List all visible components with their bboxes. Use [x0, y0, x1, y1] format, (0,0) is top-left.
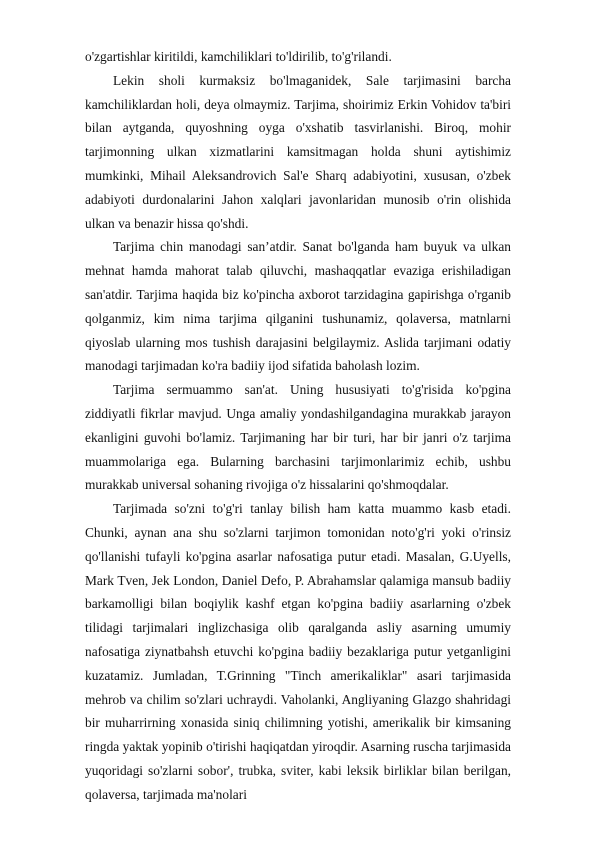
- document-page: [85, 45, 511, 807]
- paragraph-2: Lekin sholi kurmaksiz bo'lmaganidek, Sale tarjimasini barcha kamchiliklardan holi, deya olmaymiz. Tarjima, shoirimiz Erkin Vohidov ta'biri bilan aytganda, quyoshning oyga o'xshatib tasvirlanishi. Biroq, mohir tarjimonning ulkan xizmatlarini kamsitmagan holda shuni aytishimiz mumkinki, Mihail Aleksandrovich Sal'e Sharq adabiyotini, xususan, o'zbek adabiyoti durdonalarini Jahon xalqlari javonlaridan munosib o'rin olishida ulkan va benazir hissa qo'shdi.: [85, 72, 511, 231]
- paragraph-4: Tarjima sermuammo san'at. Uning hususiyati to'g'risida ko'pgina ziddiyatli fikrlar mavjud. Unga amaliy yondashilgandagina murakkab jarayon ekanligini guvohi bo'lamiz. Tarjimaning har bir turi, har bir janri o'z tarjima muammolariga ega. Bularning barchasini tarjimonlarimiz echib, ushbu murakkab universal sohaning rivojiga o'z hissalarini qo'shmoqdalar.: [85, 382, 511, 493]
- paragraph-3: Tarjima chin manodagi san’atdir. Sanat bo'lganda ham buyuk va ulkan mehnat hamda mahorat talab qiluvchi, mashaqqatlar evaziga erishiladigan san'atdir. Tarjima haqida biz ko'pincha axborot tarzidagina gapirishga o'rganib qolganmiz, kim nima tarjima qilganini tushunamiz, qolaversa, matnlarni qiyoslab ularning mos tushish darajasini belgilaymiz. Aslida tarjimani odatiy manodagi tarjimadan ko'ra badiiy ijod sifatida baholash lozim.: [85, 239, 511, 374]
- paragraph-1: o'zgartishlar kiritildi, kamchiliklari to'ldirilib, to'g'rilandi.: [85, 49, 392, 64]
- paragraph-5: Tarjimada so'zni to'g'ri tanlay bilish ham katta muammo kasb etadi. Chunki, aynan ana shu so'zlarni tarjimon tomonidan noto'g'ri yoki o'rinsiz qo'llanishi tufayli ko'pgina asarlar nafosatiga putur etadi. Masalan, G.Uyells, Mark Tven, Jek London, Daniel Defo, P. Abrahamslar qalamiga mansub badiiy barkamolligi bilan boqiylik kashf etgan ko'pgina badiiy asarlarning o'zbek tilidagi tarjimalari inglizchasiga olib qaralganda asliy asarning umumiy nafosatiga ziynatbahsh etuvchi ko'pgina badiiy bezaklariga putur yetganligini kuzatamiz. Jumladan, T.Grinning "Tinch amerikaliklar" asari tarjimasida mehrob va chilim so'zlari uchraydi. Vaholanki, Angliyaning Glazgo shahridagi bir muharrirning xonasida siniq chilimning yotishi, amerikalik bir kimsaning ringda yaktak yopinib o'tirishi haqiqatdan yiroqdir. Asarning ruscha tarjimasida yuqoridagi so'zlarni sobor', trubka, sviter, kabi leksik birliklar bilan berilgan, qolaversa, tarjimada ma'nolari: [85, 501, 511, 802]
